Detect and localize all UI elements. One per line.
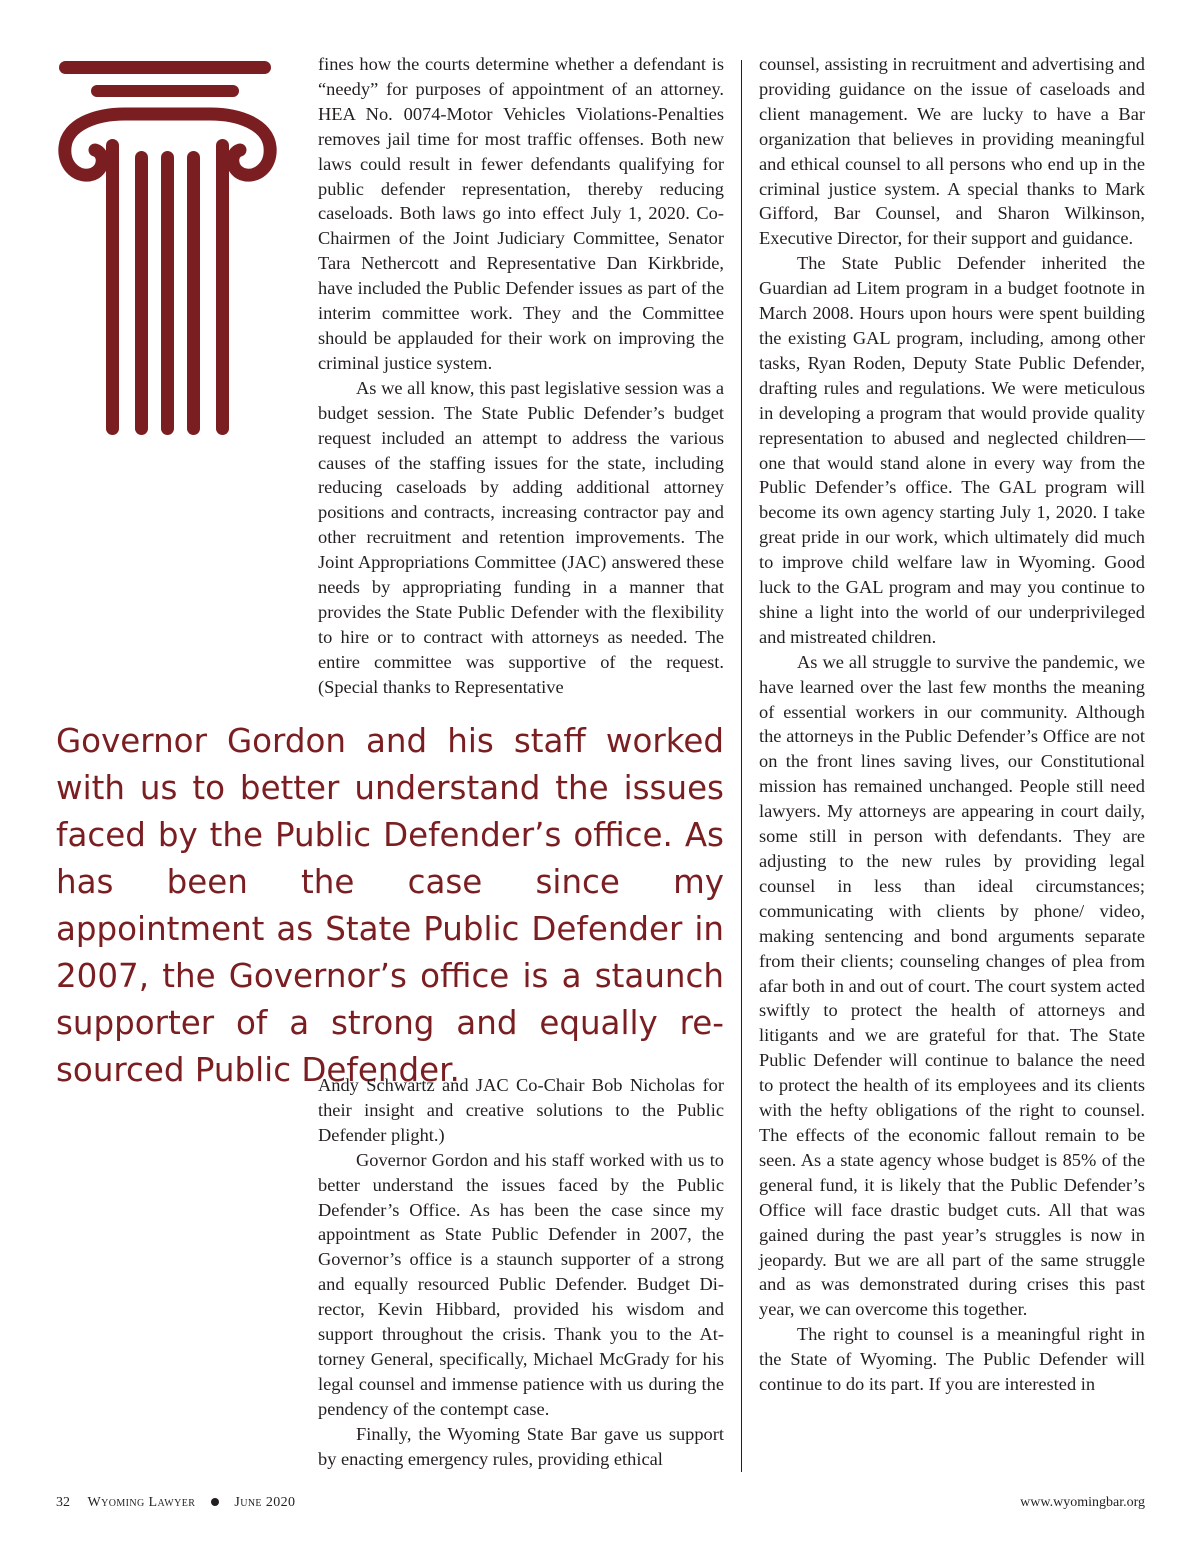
bullet-separator-icon [211, 1498, 219, 1506]
paragraph: Finally, the Wyoming State Bar gave us support by enacting emergency rules, providing ethical [318, 1423, 724, 1469]
paragraph: The right to counsel is a meaningful right in the State of Wyoming. The Public Defender will continue to do its part. If you are interested in [759, 1324, 1145, 1395]
issue-date: June 2020 [234, 1495, 296, 1510]
paragraph: As we all struggle to survive the pandemic, we have learned over the last few months the meaning of essential workers in our community. Although the attorneys in the Public Defender’s Office are not on the front lines saving lives, our Constitutional mission has remained unchanged. People still need lawyers. My attorneys are appearing in court daily, some still in person with defendants. They are adjusting to the new rules by providing legal counsel in less than ideal circumstances; communicating with clients by phone/ video, making sentencing and bond arguments separate from their clients; counseling changes of plea from afar both in and out of court. The court system acted swiftly to protect the health of attorneys and litigants and we are grateful for that. The State Public Defender will continue to balance the need to protect the health of its employees and its clients with the hefty obligations of the right to counsel. The effects of the economic fallout remain to be seen. As a state agency whose budget is 85% of the general fund, it is likely that the Public Defender’s Office will face drastic budget cuts. All that was gained during the past year’s struggles is now in jeopardy. But we are all part of the same struggle and as was demonstrated during crises this past year, we can overcome this together. [759, 651, 1145, 1320]
paragraph: As we all know, this past legislative session was a budget session. The State Public Defender’s budget request included an attempt to address the various causes of the staffing issues for the state, including reducing caseloads by adding additional attorney positions and contracts, increasing contractor pay and other recruitment and retention improvements. The Joint Appropriations Committee (JAC) answered these needs by appropriating funding in a manner that provides the State Public Defender with the flexibility to hire or to contract with attorneys as needed. The entire committee was supportive of the request. (Special thanks to Representative [318, 377, 724, 697]
page-footer-left [56, 1494, 295, 1512]
website-link[interactable]: www.wyomingbar.org [1020, 1495, 1145, 1510]
article-column-middle-top [318, 52, 724, 700]
publication-name: Wyoming Lawyer [87, 1495, 196, 1510]
paragraph: Andy Schwartz and JAC Co-Chair Bob Nicholas for their insight and creative solutions to the Public Defender plight.) [318, 1075, 724, 1145]
pull-quote: Governor Gordon and his staff worked with us to better understand the issues faced by the Public Defender’s office. As has been the case since my appointment as State Public Defender in 2007, the Governor’s office is a staunch supporter of a strong and equally resourced Public Defender. [56, 722, 724, 1089]
paragraph: The State Public Defender inherited the Guardian ad Litem program in a budget footnote in March 2008. Hours upon hours were spent building the existing GAL program, including, among other tasks, Ryan Roden, Deputy State Public Defender, drafting rules and regulations. We were meticulous in developing a program that would provide quality representation to abused and neglected children—one that would stand alone in every way from the Public Defender’s office. The GAL program will become its own agency starting July 1, 2020. I take great pride in our work, which ultimately did much to improve child welfare law in Wyoming. Good luck to the GAL program and may you continue to shine a light into the world of our underprivileged and mistreated children. [759, 253, 1145, 647]
article-column-right [759, 52, 1145, 1397]
page-number: 32 [56, 1495, 70, 1510]
article-column-middle-bottom [318, 1073, 724, 1472]
paragraph: fines how the courts determine whether a defendant is “needy” for purposes of appointment of an attorney. HEA No. 0074-Motor Vehicles Violations-Penalties removes jail time for most traffic offenses. Both new laws could result in fewer defendants qualifying for public defender representation, thereby reducing caseloads. Both laws go into effect July 1, 2020. Co-Chairmen of the Joint Judiciary Committee, Senator Tara Nethercott and Representative Dan Kirkbride, have included the Public Defender issues as part of the interim committee work. They and the Committee should be applauded for their work on improving the criminal justice system. [318, 54, 724, 373]
column-divider [741, 60, 742, 1472]
paragraph: Governor Gordon and his staff worked with us to better understand the issues faced by the Public Defender’s Office. As has been the case since my appointment as State Public Defender in 2007, the Governor’s office is a staunch supporter of a strong and equally resourced Public Defender. Budget Director, Kevin Hibbard, provided his wisdom and support throughout the crisis. Thank you to the Attorney General, specifically, Michael McGrady for his legal counsel and immense patience with us during the pendency of the contempt case. [318, 1149, 724, 1419]
ionic-column-icon [55, 55, 280, 445]
paragraph: counsel, assisting in recruitment and advertising and providing guidance on the issue of caseloads and client management. We are lucky to have a Bar organization that believes in providing meaningful and ethical counsel to all persons who end up in the criminal justice system. A special thanks to Mark Gifford, Bar Counsel, and Sharon Wilkinson, Executive Director, for their support and guidance. [759, 54, 1145, 249]
